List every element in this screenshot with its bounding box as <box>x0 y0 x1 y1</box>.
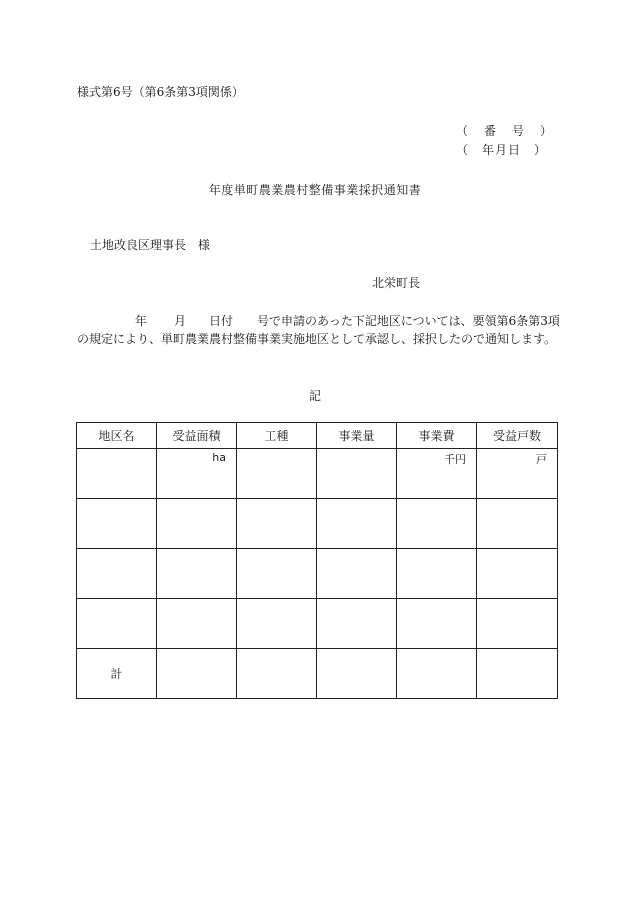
unit-households: 戸 <box>536 453 547 466</box>
table-cell[interactable] <box>477 599 558 649</box>
header-benefit-households: 受益戸数 <box>477 423 558 449</box>
table-cell[interactable] <box>237 499 317 549</box>
table-cell[interactable] <box>157 499 237 549</box>
table-cell[interactable] <box>237 649 317 699</box>
header-district-name: 地区名 <box>77 423 157 449</box>
table-cell[interactable] <box>77 599 157 649</box>
table-cell[interactable] <box>397 499 477 549</box>
table-cell[interactable] <box>397 549 477 599</box>
table-cell[interactable] <box>237 449 317 499</box>
addressee: 土地改良区理事長 様 <box>90 238 211 252</box>
table-cell[interactable] <box>237 599 317 649</box>
header-project-volume: 事業量 <box>317 423 397 449</box>
project-table <box>76 422 558 699</box>
table-cell[interactable] <box>317 599 397 649</box>
header-project-cost: 事業費 <box>397 423 477 449</box>
table-cell[interactable] <box>317 449 397 499</box>
table-cell[interactable] <box>477 499 558 549</box>
sender: 北栄町長 <box>372 276 421 290</box>
table-cell[interactable] <box>77 549 157 599</box>
table-cell[interactable] <box>397 599 477 649</box>
document-title: 年度単町農業農村整備事業採択通知書 <box>208 183 422 197</box>
table-cell[interactable] <box>157 449 237 499</box>
table-cell[interactable] <box>157 549 237 599</box>
table-cell[interactable] <box>477 549 558 599</box>
table-row <box>77 449 558 499</box>
body-year: 年 <box>135 314 148 328</box>
table-cell[interactable] <box>77 449 157 499</box>
total-label: 計 <box>77 649 157 699</box>
unit-ha: ha <box>212 451 226 464</box>
table-cell[interactable] <box>157 649 237 699</box>
header-benefit-area: 受益面積 <box>157 423 237 449</box>
body-month: 月 <box>174 314 187 328</box>
unit-thousand-yen: 千円 <box>444 453 466 466</box>
table-total-row <box>77 649 558 699</box>
table-cell[interactable] <box>397 449 477 499</box>
body-day: 日付 <box>209 314 234 328</box>
table-cell[interactable] <box>317 499 397 549</box>
table-cell[interactable] <box>477 449 558 499</box>
table-row <box>77 549 558 599</box>
table-header-row <box>77 423 558 449</box>
table-cell[interactable] <box>317 549 397 599</box>
table-cell[interactable] <box>397 649 477 699</box>
table-row <box>77 599 558 649</box>
ki-heading: 記 <box>308 389 321 403</box>
body-continuation: 号で申請のあった下記地区については、要領第6条第3項 <box>257 314 560 328</box>
body-text-line-2: の規定により、単町農業農村整備事業実施地区として承認し、採択したので通知します。 <box>77 332 557 346</box>
table-cell[interactable] <box>77 499 157 549</box>
header-work-type: 工種 <box>237 423 317 449</box>
table-cell[interactable] <box>317 649 397 699</box>
table-row <box>77 499 558 549</box>
form-number: 様式第6号（第6条第3項関係） <box>77 85 244 99</box>
table-cell[interactable] <box>157 599 237 649</box>
reference-date: （ 年月日 ） <box>456 143 548 157</box>
table-cell[interactable] <box>477 649 558 699</box>
reference-number: （ 番 号 ） <box>456 124 555 138</box>
table-cell[interactable] <box>237 549 317 599</box>
